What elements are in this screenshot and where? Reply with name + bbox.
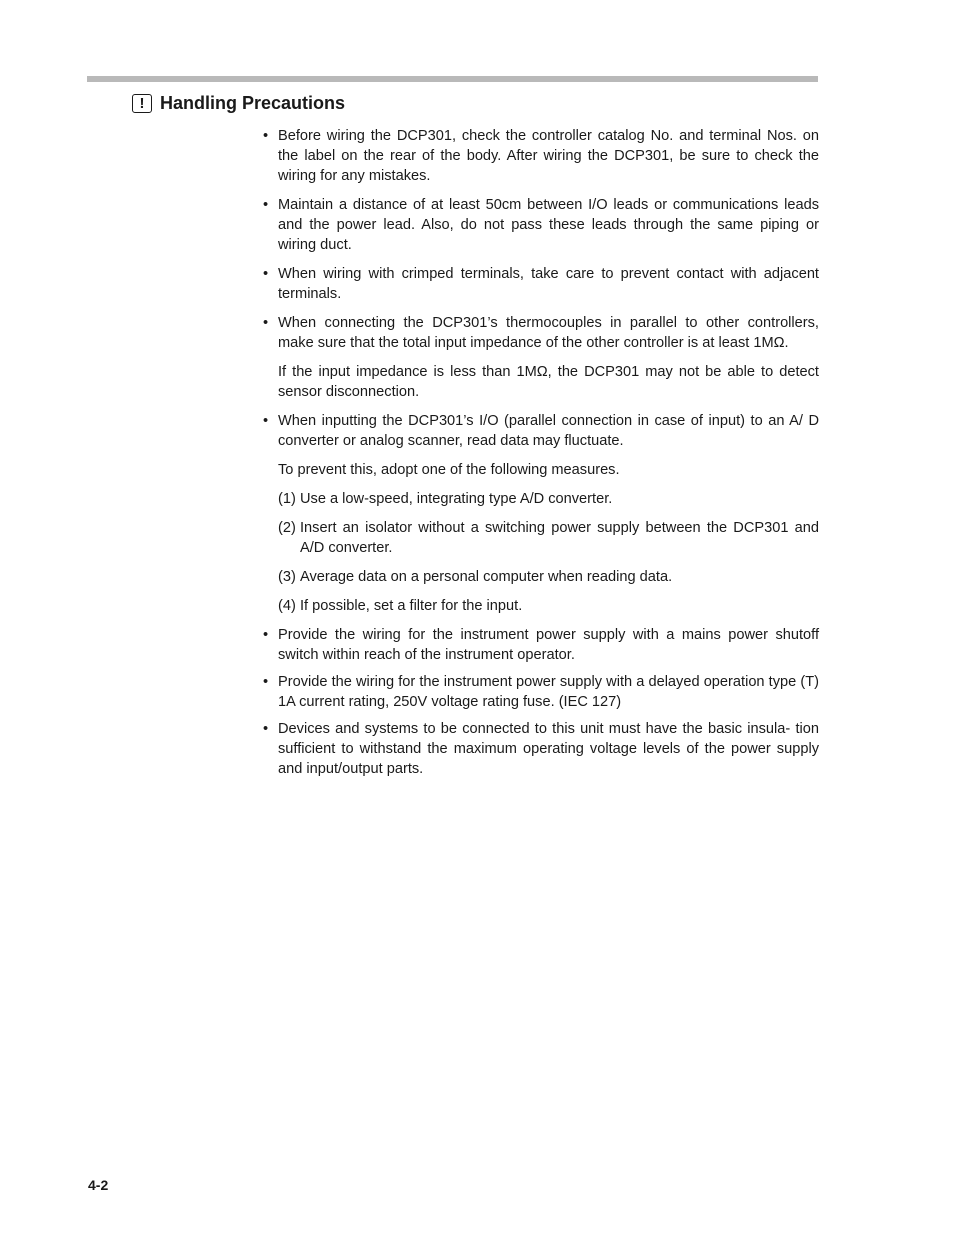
item-text: When inputting the DCP301’s I/O (parallel connection in case of input) to an A/ D converter or analog scanner, read data may fluctuate. bbox=[278, 413, 819, 449]
item-text: Devices and systems to be connected to this unit must have the basic insula- tion sufficient to withstand the maximum operating voltage levels of the power supply and input/output parts. bbox=[278, 721, 819, 777]
page-number: 4-2 bbox=[88, 1177, 109, 1193]
bullet: • bbox=[263, 674, 269, 690]
measure-number: (3) bbox=[278, 569, 296, 585]
bullet: • bbox=[263, 315, 269, 331]
bullet: • bbox=[263, 128, 269, 144]
bullet: • bbox=[263, 197, 269, 213]
exclamation-box-icon: ! bbox=[132, 94, 152, 113]
list-item bbox=[263, 625, 819, 665]
section-heading bbox=[132, 93, 345, 114]
measure-text: If possible, set a filter for the input. bbox=[300, 598, 523, 614]
bullet: • bbox=[263, 627, 269, 643]
item-text: Provide the wiring for the instrument power supply with a delayed operation type (T) 1A current rating, 250V voltage rating fuse. (IEC 127) bbox=[278, 674, 819, 710]
measure-item bbox=[263, 489, 819, 509]
bullet: • bbox=[263, 413, 269, 429]
bullet: • bbox=[263, 721, 269, 737]
list-item bbox=[263, 411, 819, 451]
bullet: • bbox=[263, 266, 269, 282]
item-text: When wiring with crimped terminals, take care to prevent contact with adjacent terminals. bbox=[278, 266, 819, 302]
impedance-note: If the input impedance is less than 1MΩ, the DCP301 may not be able to detect sensor disconnection. bbox=[278, 364, 819, 400]
list-item bbox=[263, 195, 819, 255]
measure-number: (4) bbox=[278, 598, 296, 614]
list-item bbox=[263, 672, 819, 712]
precautions-list bbox=[263, 126, 819, 786]
measure-number: (2) bbox=[278, 520, 296, 536]
item-text: Maintain a distance of at least 50cm between I/O leads or communications leads and the power lead. Also, do not pass these leads through the same piping or wiring duct. bbox=[278, 197, 819, 253]
measure-text: Insert an isolator without a switching power supply between the DCP301 and A/D converter. bbox=[300, 520, 819, 556]
measure-item bbox=[263, 518, 819, 558]
measure-item bbox=[263, 567, 819, 587]
measure-number: (1) bbox=[278, 491, 296, 507]
item-text: Provide the wiring for the instrument power supply with a mains power shutoff switch within reach of the instrument operator. bbox=[278, 627, 819, 663]
item-text: When connecting the DCP301’s thermocouples in parallel to other controllers, make sure that the total input impedance of the other controller is at least 1MΩ. bbox=[278, 315, 819, 351]
list-item bbox=[263, 719, 819, 779]
list-item bbox=[263, 264, 819, 304]
list-item bbox=[263, 313, 819, 353]
measure-text: Use a low-speed, integrating type A/D converter. bbox=[300, 491, 613, 507]
measure-item bbox=[263, 596, 819, 616]
measure-text: Average data on a personal computer when reading data. bbox=[300, 569, 673, 585]
top-rule bbox=[87, 76, 818, 82]
list-item bbox=[263, 126, 819, 186]
item-text: Before wiring the DCP301, check the controller catalog No. and terminal Nos. on the label on the rear of the body. After wiring the DCP301, be sure to check the wiring for any mistakes. bbox=[278, 128, 819, 184]
section-title: Handling Precautions bbox=[160, 93, 346, 113]
measures-intro: To prevent this, adopt one of the following measures. bbox=[278, 462, 620, 478]
